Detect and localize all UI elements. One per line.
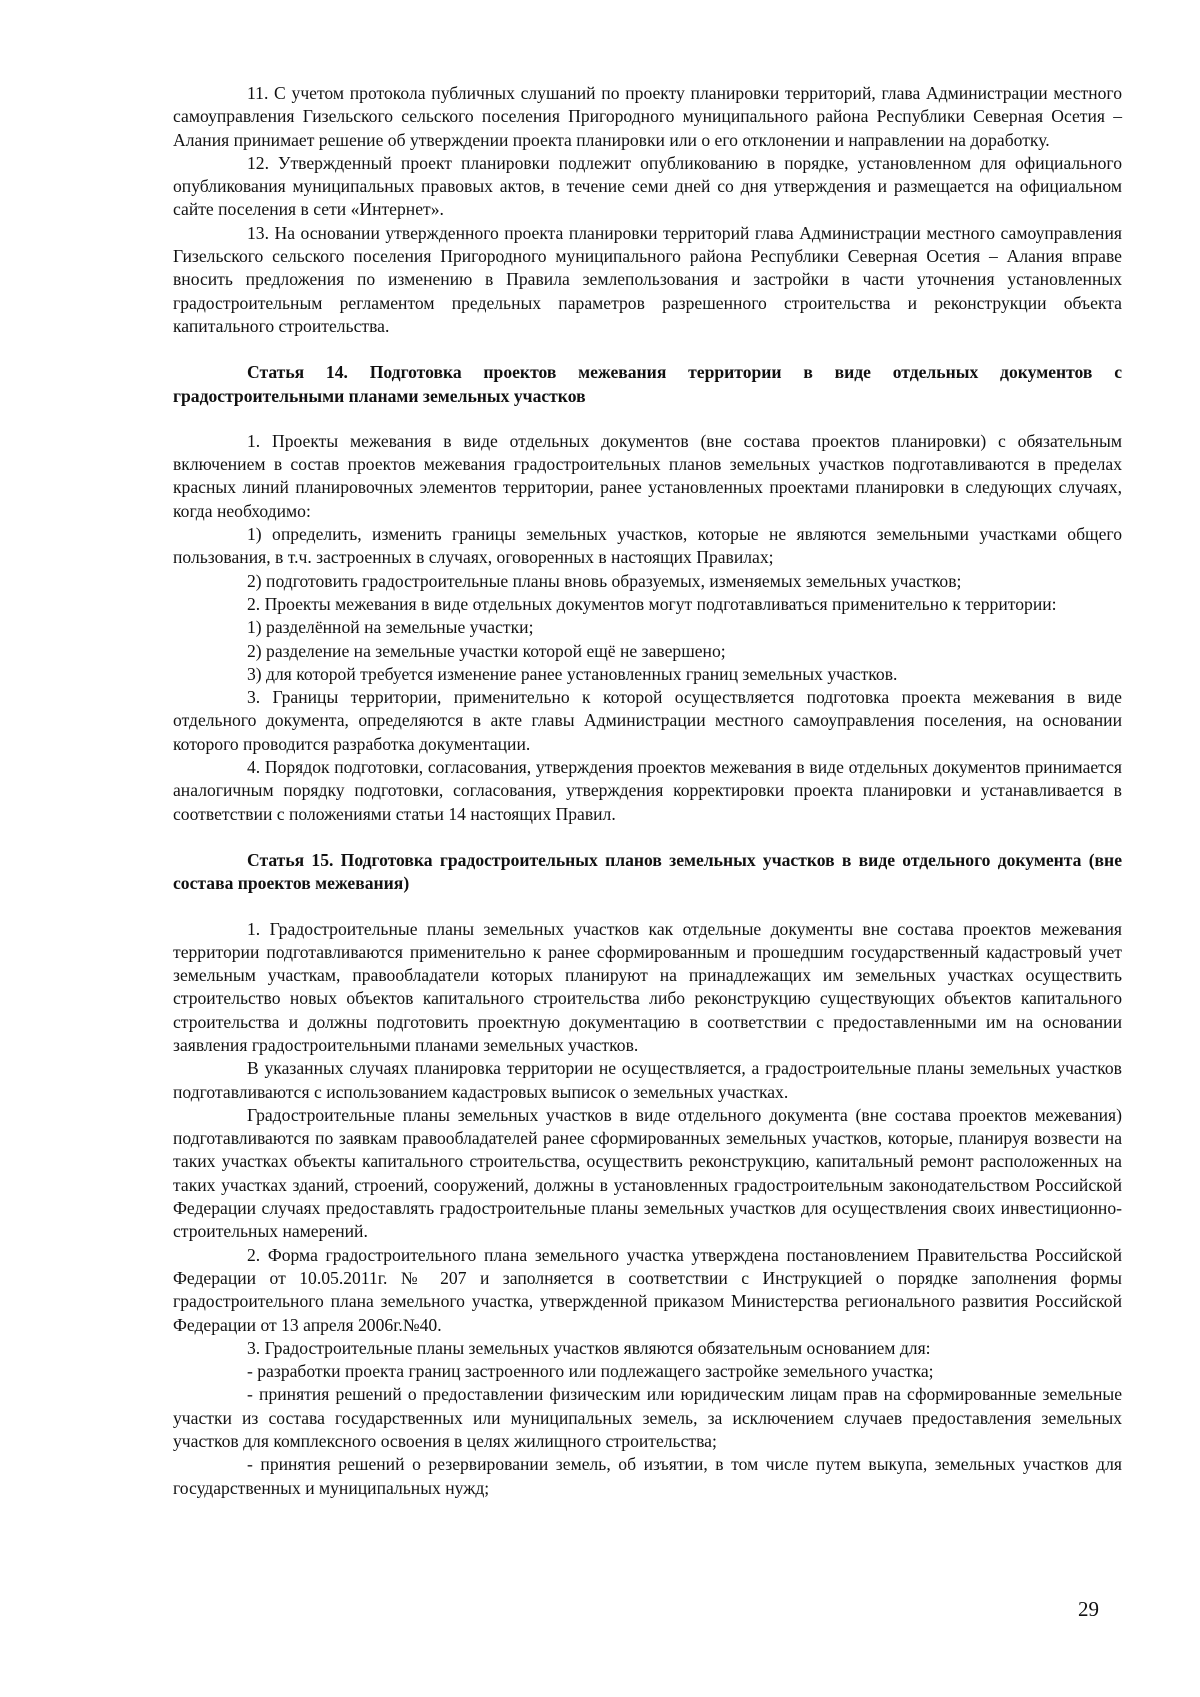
- article-15-list-item: - принятия решений о предоставлении физическим или юридическим лицам прав на сформированные земельные участки из состава государственных или муниципальных земель, за исключением случаев предоставления земельных участков для комплексного освоения в целях жилищного строительства;: [173, 1384, 1122, 1452]
- article-15-list-item: - принятия решений о резервировании земель, об изъятии, в том числе путем выкупа, земельных участков для государственных и муниципальных нужд;: [173, 1454, 1122, 1498]
- section-spacer: [173, 408, 1122, 430]
- article-15-list-item: - разработки проекта границ застроенного или подлежащего застройке земельного участка;: [247, 1361, 934, 1382]
- article-15-paragraph: Градостроительные планы земельных участков в виде отдельного документа (вне состава проектов межевания) подготавливаются по заявкам правообладателей ранее сформированных земельных участков, которые, планируя возвести на таких участках объекты капитального строительства, осуществить реконструкцию, капитальный ремонт расположенных на таких участках зданий, строений, сооружений, должны в установленных градостроительным законодательством Российской Федерации случаях предоставлять градостроительные планы земельных участков для осуществления своих инвестиционно-строительных намерений.: [173, 1104, 1122, 1242]
- section-spacer: [173, 338, 1122, 361]
- article-15-paragraph: В указанных случаях планировка территории не осуществляется, а градостроительные планы земельных участков подготавливаются с использованием кадастровых выписок о земельных участках.: [173, 1058, 1122, 1102]
- article-15-heading: Статья 15. Подготовка градостроительных планов земельных участков в виде отдельного документа (вне состава проектов межевания): [173, 849, 1122, 894]
- article-14-paragraph: 3. Границы территории, применительно к которой осуществляется подготовка проекта межевания в виде отдельного документа, определяются в акте главы Администрации местного самоуправления поселения, на основании которого проводится разработка документации.: [173, 687, 1122, 754]
- page-number: 29: [1078, 1597, 1099, 1621]
- article-15-paragraph: 1. Градостроительные планы земельных участков как отдельные документы вне состава проектов межевания территории подготавливаются применительно к ранее сформированным и прошедшим государственный кадастровый учет земельным участкам, правообладатели которых планируют на принадлежащих им земельных участках осуществить строительство новых объектов капитального строительства либо реконструкцию существующих объектов капитального строительства и должны подготовить проектную документацию в соответствии с предоставленными им на основании заявления градостроительными планами земельных участков.: [173, 918, 1122, 1055]
- document-page: [173, 82, 1122, 1500]
- paragraph-item-11: 11. С учетом протокола публичных слушаний по проекту планировки территорий, глава Администрации местного самоуправления Гизельского сельского поселения Пригородного муниципального района Республики Северная Осетия – Алания принимает решение об утверждении проекта планировки или о его отклонении и направлении на доработку.: [173, 83, 1122, 150]
- paragraph-item-13: 13. На основании утвержденного проекта планировки территорий глава Администрации местного самоуправления Гизельского сельского поселения Пригородного муниципального района Республики Северная Осетия – Алания вправе вносить предложения по изменению в Правила землепользования и застройки в части уточнения установленных градостроительным регламентом предельных параметров разрешенного строительства и реконструкции объекта капитального строительства.: [173, 222, 1122, 336]
- article-14-paragraph: 1. Проекты межевания в виде отдельных документов (вне состава проектов планировки) с обязательным включением в состав проектов межевания градостроительных планов земельных участков подготавливаются в пределах красных линий планировочных элементов территории, ранее установленных проектами планировки в следующих случаях, когда необходимо:: [173, 430, 1122, 521]
- section-spacer: [173, 826, 1122, 849]
- article-15-paragraph: 3. Градостроительные планы земельных участков являются обязательным основанием для:: [247, 1337, 931, 1358]
- article-14-heading: Статья 14. Подготовка проектов межевания территории в виде отдельных документов с градостроительными планами земельных участков: [173, 362, 1122, 406]
- article-14-list-item: 1) разделённой на земельные участки;: [247, 617, 534, 638]
- article-14-paragraph: 4. Порядок подготовки, согласования, утверждения проектов межевания в виде отдельных документов принимается аналогичным порядку подготовки, согласования, утверждения корректировки проекта планировки и устанавливается в соответствии с положениями статьи 14 настоящих Правил.: [173, 757, 1122, 824]
- article-14-list-item: 3) для которой требуется изменение ранее установленных границ земельных участков.: [247, 663, 898, 684]
- paragraph-item-12: 12. Утвержденный проект планировки подлежит опубликованию в порядке, установленном для официального опубликования муниципальных правовых актов, в течение семи дней со дня утверждения и размещается на официальном сайте поселения в сети «Интернет».: [173, 152, 1122, 220]
- article-14-list-item: 2) подготовить градостроительные планы вновь образуемых, изменяемых земельных участков;: [247, 570, 962, 591]
- article-14-list-item: 1) определить, изменить границы земельных участков, которые не являются земельными участками общего пользования, в т.ч. застроенных в случаях, оговоренных в настоящих Правилах;: [173, 524, 1122, 568]
- article-15-paragraph: 2. Форма градостроительного плана земельного участка утверждена постановлением Правительства Российской Федерации от 10.05.2011г. № 207 и заполняется в соответствии с Инструкцией о порядке заполнения формы градостроительного плана земельного участка, утвержденной приказом Министерства регионального развития Российской Федерации от 13 апреля 2006г.№40.: [173, 1244, 1122, 1335]
- article-14-list-item: 2) разделение на земельные участки которой ещё не завершено;: [247, 640, 726, 661]
- section-spacer: [173, 896, 1122, 918]
- article-14-paragraph: 2. Проекты межевания в виде отдельных документов могут подготавливаться применительно к территории:: [247, 593, 1057, 614]
